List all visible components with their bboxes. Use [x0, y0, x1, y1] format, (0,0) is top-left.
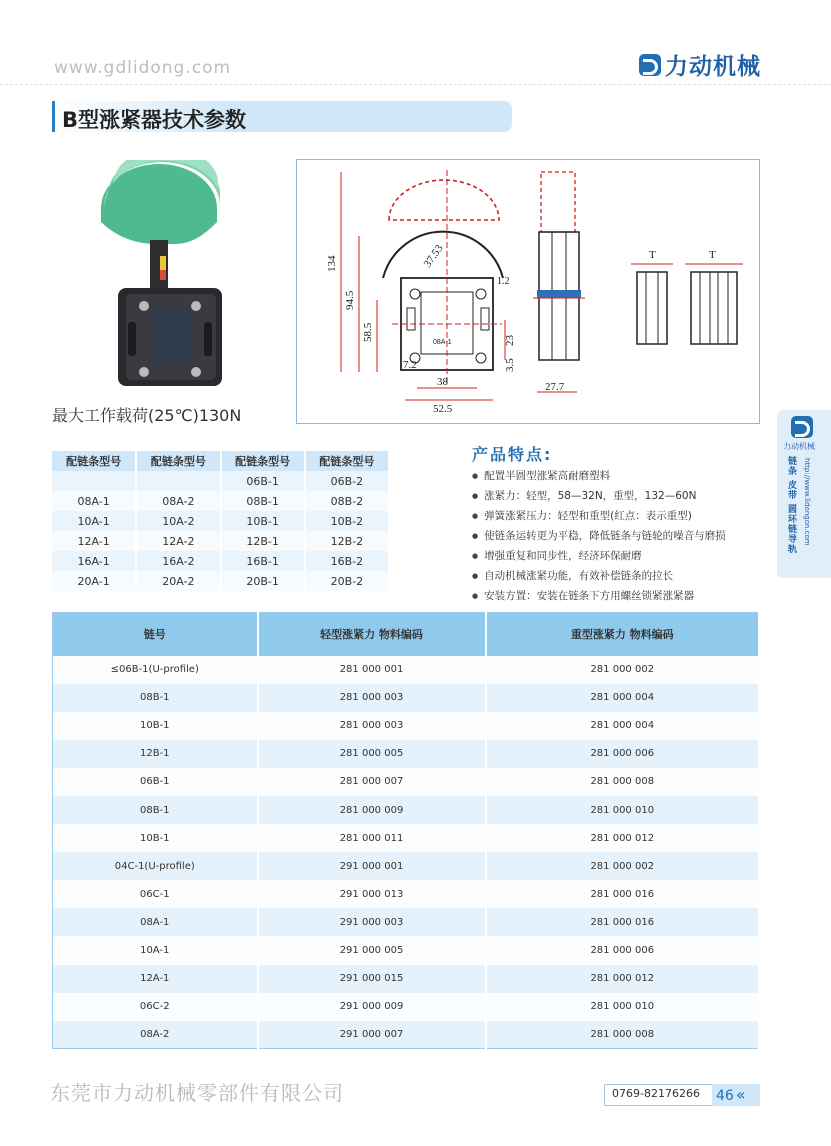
table-cell: 291 000 001	[258, 852, 486, 880]
table-cell: 10A-2	[136, 511, 220, 531]
chain-compat-table	[52, 451, 390, 591]
feature-item: ● 涨紧力：轻型，58—32N，重型，132—60N	[472, 486, 726, 506]
table-cell: 20B-2	[305, 571, 389, 591]
table-row	[53, 936, 760, 964]
table-cell: 20B-1	[221, 571, 305, 591]
dim-27-7: 27.7	[545, 381, 565, 393]
table-row	[53, 852, 760, 880]
column-header: 配链条型号	[52, 451, 136, 471]
table-cell: 10B-2	[305, 511, 389, 531]
technical-drawing	[296, 159, 760, 424]
table-cell: 281 000 008	[486, 1021, 760, 1049]
table-row	[53, 740, 760, 768]
table-cell: 281 000 012	[486, 965, 760, 993]
dim-t-right: T	[709, 249, 716, 261]
feature-item: ● 使链条运转更为平稳，降低链条与链轮的噪音与磨损	[472, 526, 726, 546]
table-cell: 291 000 015	[258, 965, 486, 993]
column-header: 配链条型号	[221, 451, 305, 471]
column-header-light: 轻型涨紧力 物料编码	[258, 613, 486, 656]
feature-item: ● 配置半圆型涨紧高耐磨塑料	[472, 466, 726, 486]
site-url[interactable]: www.gdlidong.com	[54, 58, 232, 78]
table-cell: 281 000 008	[486, 768, 760, 796]
table-cell: 291 000 007	[258, 1021, 486, 1049]
table-row	[53, 880, 760, 908]
table-cell: 281 000 003	[258, 684, 486, 712]
dim-7-2: 7.2	[403, 359, 417, 371]
table-cell: 20A-2	[136, 571, 220, 591]
table-row	[52, 511, 389, 531]
table-cell	[52, 471, 136, 491]
table-cell: 281 000 006	[486, 936, 760, 964]
company-name: 东莞市力动机械零部件有限公司	[50, 1081, 344, 1105]
dim-58-5: 58.5	[362, 322, 374, 342]
table-row	[53, 1021, 760, 1049]
table-cell: 06B-1	[53, 768, 258, 796]
table-cell: 291 000 009	[258, 993, 486, 1021]
table-cell: 12A-1	[53, 965, 258, 993]
table-row	[53, 965, 760, 993]
dim-94-5: 94.5	[344, 290, 356, 310]
table-cell: 08A-2	[136, 491, 220, 511]
table-row	[53, 796, 760, 824]
table-row	[53, 908, 760, 936]
table-cell: 10B-1	[221, 511, 305, 531]
table-cell: 16A-1	[52, 551, 136, 571]
table-row	[52, 571, 389, 591]
table-cell: 06B-1	[221, 471, 305, 491]
table-cell: 12A-1	[52, 531, 136, 551]
table-cell: 291 000 005	[258, 936, 486, 964]
table-header-row	[52, 451, 389, 471]
dim-134: 134	[326, 255, 338, 272]
table-cell: 16B-2	[305, 551, 389, 571]
table-row	[53, 993, 760, 1021]
table-cell: 291 000 013	[258, 880, 486, 908]
table-cell: 281 000 005	[258, 740, 486, 768]
features-title: 产品特点:	[472, 445, 553, 464]
table-cell: 10A-1	[53, 936, 258, 964]
side-brand-icon	[791, 416, 813, 438]
feature-item: ● 自动机械涨紧功能，有效补偿链条的拉长	[472, 566, 726, 586]
table-cell: 06C-1	[53, 880, 258, 908]
table-cell: 04C-1(U-profile)	[53, 852, 258, 880]
table-cell: 281 000 010	[486, 993, 760, 1021]
side-category-text: 链条 皮带 圆环链导轨	[786, 456, 796, 555]
table-cell: 08B-2	[305, 491, 389, 511]
dim-t-left: T	[649, 249, 656, 261]
table-cell: 281 000 012	[486, 824, 760, 852]
table-cell: 10A-1	[52, 511, 136, 531]
dim-3-5: 3.5	[504, 358, 516, 372]
table-cell: 281 000 001	[258, 656, 486, 684]
table-row	[52, 551, 389, 571]
drawing-canvas	[297, 160, 761, 425]
table-cell: 10B-1	[53, 712, 258, 740]
table-cell: 08B-1	[53, 796, 258, 824]
page-title: B型涨紧器技术参数	[62, 108, 247, 132]
table-row	[53, 684, 760, 712]
table-cell: 281 000 006	[486, 740, 760, 768]
table-cell: 281 000 011	[258, 824, 486, 852]
product-photo	[96, 160, 246, 390]
table-row	[53, 712, 760, 740]
table-cell: 281 000 007	[258, 768, 486, 796]
column-header-heavy: 重型涨紧力 物料编码	[486, 613, 760, 656]
dim-23: 23	[504, 335, 516, 346]
max-load-label: 最大工作载荷(25℃)130N	[52, 406, 242, 425]
table-row	[53, 824, 760, 852]
table-cell: 12A-2	[136, 531, 220, 551]
table-cell: 16A-2	[136, 551, 220, 571]
brand-logo	[639, 48, 761, 81]
dim-52-5: 52.5	[433, 403, 453, 415]
feature-item: ● 弹簧涨紧压力：轻型和重型(红点：表示重型)	[472, 506, 726, 526]
table-cell: 16B-1	[221, 551, 305, 571]
table-cell: 281 000 003	[258, 712, 486, 740]
table-cell: 06C-2	[53, 993, 258, 1021]
table-cell: 12B-2	[305, 531, 389, 551]
table-cell: 281 000 004	[486, 684, 760, 712]
column-header: 配链条型号	[305, 451, 389, 471]
code-table-body	[53, 656, 760, 1049]
table-cell	[136, 471, 220, 491]
table-cell: 10B-1	[53, 824, 258, 852]
plate-label: 08A-1	[433, 339, 452, 346]
brand-mark-icon	[639, 54, 661, 76]
side-tab	[777, 410, 831, 578]
table-cell: 281 000 004	[486, 712, 760, 740]
dim-38: 38	[437, 376, 448, 388]
table-cell: 281 000 002	[486, 656, 760, 684]
column-header: 配链条型号	[136, 451, 220, 471]
table-cell: 08B-1	[221, 491, 305, 511]
table-cell: 12B-1	[53, 740, 258, 768]
side-url: http://www.lidongon.com	[803, 458, 811, 546]
table-cell: 291 000 003	[258, 908, 486, 936]
side-brand: 力动机械	[783, 442, 815, 451]
table-row	[52, 531, 389, 551]
table-cell: 08A-2	[53, 1021, 258, 1049]
table-cell: 281 000 010	[486, 796, 760, 824]
table-cell: ≤06B-1(U-profile)	[53, 656, 258, 684]
column-header-chain: 链号	[53, 613, 258, 656]
dim-r37-53: 37.53	[421, 242, 446, 270]
table-cell: 281 000 002	[486, 852, 760, 880]
page-number: 46 «	[712, 1084, 760, 1106]
feature-item: ● 增强重复和同步性，经济环保耐磨	[472, 546, 726, 566]
table-row	[52, 491, 389, 511]
phone-number: 0769-82176266	[612, 1087, 700, 1100]
table-cell: 08B-1	[53, 684, 258, 712]
table-cell: 08A-1	[52, 491, 136, 511]
brand-name: 力动机械	[665, 54, 761, 80]
material-code-table	[52, 612, 760, 1049]
table-row	[53, 768, 760, 796]
features-list	[472, 466, 726, 606]
feature-item: ● 安装方置：安装在链条下方用螺丝锁紧涨紧器	[472, 586, 726, 606]
dim-1-2: 1.2	[497, 276, 510, 287]
header-divider	[0, 84, 831, 85]
table-row	[52, 471, 389, 491]
table-cell: 281 000 016	[486, 908, 760, 936]
table-header-row	[53, 613, 760, 656]
table-cell: 06B-2	[305, 471, 389, 491]
table-row	[53, 656, 760, 684]
table-cell: 12B-1	[221, 531, 305, 551]
table-cell: 281 000 009	[258, 796, 486, 824]
table-cell: 281 000 016	[486, 880, 760, 908]
table-cell: 08A-1	[53, 908, 258, 936]
table-cell: 20A-1	[52, 571, 136, 591]
